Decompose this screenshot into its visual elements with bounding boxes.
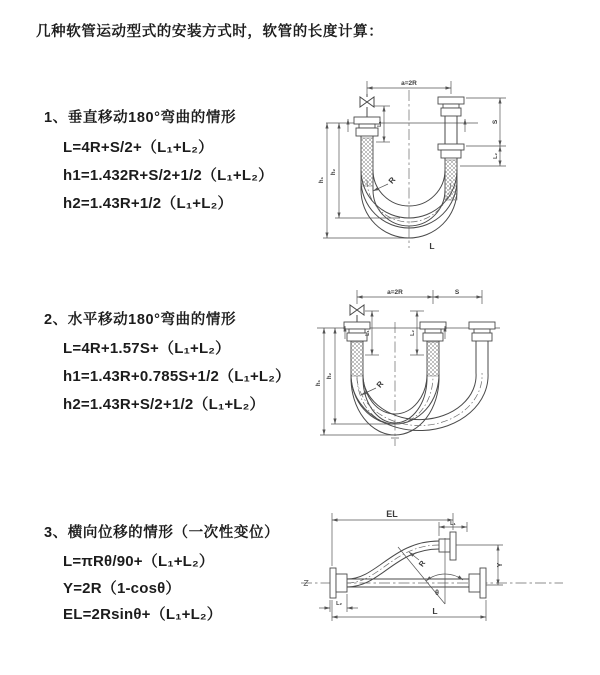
- dim-label-l: L: [429, 241, 435, 251]
- dim-label-l1: L₁: [377, 121, 383, 127]
- right-fitting-moved: [469, 322, 495, 373]
- dimension-el: [332, 509, 453, 569]
- formula-s3-y: Y=2R（1-cosθ）: [63, 580, 181, 597]
- dimension-l2: [460, 146, 506, 166]
- right-flange-lower: [469, 568, 486, 598]
- radius-callout: [373, 175, 398, 191]
- dim-label-h2: h₂: [327, 372, 333, 380]
- dimension-a2r: [357, 289, 482, 304]
- left-flange: [330, 568, 347, 598]
- dim-label-l2: L₂: [410, 330, 416, 336]
- section-2-heading: 2、水平移动180°弯曲的情形: [44, 312, 237, 328]
- dim-label-s: S: [492, 119, 499, 125]
- formula-s1-l: L=4R+S/2+（L₁+L₂）: [63, 139, 214, 156]
- braid-texture: [427, 342, 439, 376]
- dimension-l2: [410, 311, 424, 355]
- dimension-l: [332, 600, 486, 621]
- dimension-l1: [365, 311, 379, 355]
- dim-label-r: R: [386, 175, 398, 186]
- valve-icon: [360, 94, 374, 117]
- doc-title: 几种软管运动型式的安装方式时，软管的长度计算：: [36, 24, 384, 40]
- section-3-heading: 3、横向位移的情形（一次性变位）: [44, 525, 280, 541]
- dim-label-l1: L₁: [450, 521, 456, 527]
- dim-label-h1: h₁: [319, 176, 325, 184]
- valve-icon: [350, 305, 364, 322]
- left-hose-leg: [351, 341, 363, 378]
- dim-label-h2: h₂: [331, 168, 337, 176]
- formula-s1-h2: h2=1.43R+1/2（L₁+L₂）: [63, 195, 233, 212]
- dim-label-h1: h₁: [316, 379, 322, 387]
- radius-callout: [409, 552, 428, 568]
- section-1-heading: 1、垂直移动180°弯曲的情形: [44, 110, 237, 126]
- dim-label-a2r: a=2R: [387, 289, 403, 296]
- dim-label-l: L: [432, 606, 438, 616]
- u-bend-curves: [351, 373, 488, 435]
- dim-label-el: EL: [386, 509, 398, 519]
- dim-label-s: S: [454, 289, 460, 296]
- dim-label-l1: L₁: [365, 330, 371, 336]
- dim-label-a2r: a=2R: [401, 80, 417, 87]
- formula-s2-h2: h2=1.43R+S/2+1/2（L₁+L₂）: [63, 396, 265, 413]
- dim-label-y: Y: [497, 562, 504, 568]
- formula-s2-l: L=4R+1.57S+（L₁+L₂）: [63, 340, 231, 357]
- dim-label-r: R: [374, 379, 386, 390]
- centerlines: [405, 90, 413, 248]
- formula-s1-h1: h1=1.432R+S/2+1/2（L₁+L₂）: [63, 167, 274, 184]
- dim-label-theta: θ: [435, 590, 439, 597]
- dimension-s: [433, 289, 482, 297]
- dim-label-l2: L₂: [493, 153, 499, 159]
- diagram-horizontal-180: [305, 278, 600, 463]
- braid-texture: [351, 342, 363, 376]
- diagram-lateral-displacement: [295, 500, 600, 645]
- dimension-l2: [319, 594, 358, 612]
- middle-fitting: [420, 322, 446, 341]
- dimension-l1: [374, 106, 390, 142]
- dimension-s: [466, 98, 506, 146]
- middle-hose-leg: [427, 341, 439, 378]
- braid-texture: [361, 138, 373, 186]
- upper-flange-moved: [439, 532, 456, 560]
- formula-s2-h1: h1=1.43R+0.785S+1/2（L₁+L₂）: [63, 368, 291, 385]
- right-hose-leg: [438, 116, 464, 200]
- right-fitting-upper: [438, 97, 464, 116]
- dim-label-r: R: [416, 558, 428, 569]
- diagram-vertical-180: [310, 72, 600, 262]
- dim-label-l2: L₂: [336, 601, 342, 607]
- right-fitting-lower: [438, 144, 464, 150]
- formula-s3-el: EL=2Rsinθ+（L₁+L₂）: [63, 606, 222, 623]
- formula-s3-l: L=πRθ/90+（L₁+L₂）: [63, 553, 215, 570]
